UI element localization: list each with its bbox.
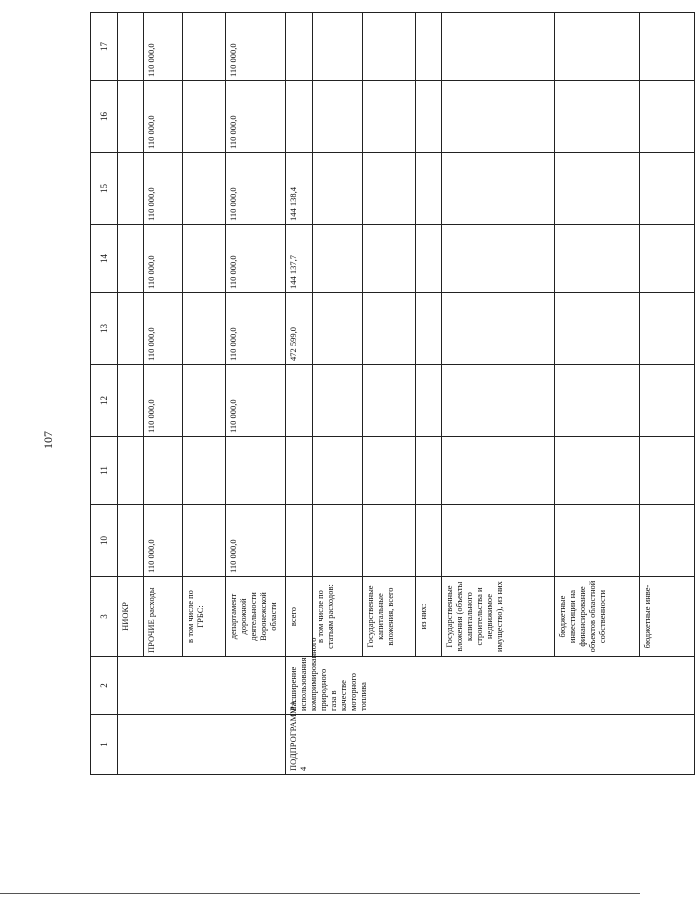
value-cell: [226, 437, 286, 505]
value-cell: 110 000,0: [144, 365, 183, 437]
table-row: [118, 13, 144, 775]
value-cell: [640, 437, 695, 505]
value-cell: [118, 365, 144, 437]
value-cell: [640, 505, 695, 577]
header-cell: 1: [91, 715, 118, 775]
value-cell: [363, 81, 416, 153]
header-cell: 14: [91, 225, 118, 293]
value-cell: [183, 13, 226, 81]
value-cell: 144 138,4: [286, 153, 313, 225]
value-cell: 110 000,0: [226, 365, 286, 437]
budget-table: [90, 12, 695, 775]
value-cell: [313, 437, 363, 505]
value-cell: [183, 365, 226, 437]
value-cell: [144, 437, 183, 505]
value-cell: [313, 293, 363, 365]
value-cell: [286, 81, 313, 153]
value-cell: 110 000,0: [144, 293, 183, 365]
value-cell: [442, 81, 555, 153]
value-cell: [118, 225, 144, 293]
subprogram-code: ПОДПРОГРАММА 4: [286, 715, 695, 775]
value-cell: [286, 13, 313, 81]
value-cell: 110 000,0: [226, 153, 286, 225]
value-cell: [363, 225, 416, 293]
row-label: в том числе по ГРБС:: [183, 577, 226, 657]
value-cell: [416, 13, 442, 81]
row-label: всего: [286, 577, 313, 657]
value-cell: [363, 293, 416, 365]
value-cell: [416, 81, 442, 153]
value-cell: [555, 365, 640, 437]
value-cell: [313, 225, 363, 293]
row-label: бюджетные инвестиции на финансирование объектов областной собственности: [555, 577, 640, 657]
value-cell: [183, 293, 226, 365]
value-cell: 110 000,0: [144, 81, 183, 153]
value-cell: [286, 437, 313, 505]
value-cell: [442, 153, 555, 225]
row-label: департамент дорожной деятельности Воронежской области: [226, 577, 286, 657]
value-cell: [313, 13, 363, 81]
value-cell: [313, 81, 363, 153]
page-number: 107: [41, 431, 55, 449]
value-cell: [442, 13, 555, 81]
table-row: [286, 13, 313, 775]
value-cell: [118, 153, 144, 225]
value-cell: 110 000,0: [226, 81, 286, 153]
value-cell: [416, 437, 442, 505]
value-cell: 144 137,7: [286, 225, 313, 293]
value-cell: [183, 81, 226, 153]
value-cell: [118, 13, 144, 81]
value-cell: [442, 437, 555, 505]
header-cell: 12: [91, 365, 118, 437]
value-cell: [313, 153, 363, 225]
value-cell: [183, 153, 226, 225]
value-cell: [416, 293, 442, 365]
header-cell: 3: [91, 577, 118, 657]
value-cell: [442, 225, 555, 293]
row-label: ПРОЧИЕ расходы: [144, 577, 183, 657]
header-cell: 2: [91, 657, 118, 715]
value-cell: 110 000,0: [144, 13, 183, 81]
value-cell: [555, 505, 640, 577]
value-cell: [363, 437, 416, 505]
header-cell: 17: [91, 13, 118, 81]
value-cell: [286, 505, 313, 577]
value-cell: [118, 81, 144, 153]
header-cell: 16: [91, 81, 118, 153]
value-cell: [640, 81, 695, 153]
value-cell: [416, 153, 442, 225]
value-cell: 110 000,0: [144, 505, 183, 577]
value-cell: [118, 505, 144, 577]
scan-edge-line: [0, 893, 640, 894]
value-cell: 110 000,0: [226, 225, 286, 293]
row-label: бюджетные инве-: [640, 577, 695, 657]
value-cell: 472 599,0: [286, 293, 313, 365]
value-cell: [363, 365, 416, 437]
value-cell: [442, 505, 555, 577]
value-cell: 110 000,0: [226, 293, 286, 365]
header-cell: 11: [91, 437, 118, 505]
value-cell: [183, 225, 226, 293]
budget-table-sheet: [90, 13, 652, 775]
value-cell: [640, 365, 695, 437]
value-cell: [640, 225, 695, 293]
value-cell: 110 000,0: [144, 225, 183, 293]
value-cell: [363, 505, 416, 577]
row-label: Государственные капитальные вложения, всего: [363, 577, 416, 657]
value-cell: [442, 365, 555, 437]
header-row: [91, 13, 118, 775]
value-cell: [183, 437, 226, 505]
row-label: НИОКР: [118, 577, 144, 657]
value-cell: [416, 225, 442, 293]
value-cell: 110 000,0: [144, 153, 183, 225]
value-cell: [555, 153, 640, 225]
value-cell: [363, 153, 416, 225]
header-cell: 15: [91, 153, 118, 225]
value-cell: 110 000,0: [226, 13, 286, 81]
row-label: в том числе по статьям расходов:: [313, 577, 363, 657]
header-cell: 10: [91, 505, 118, 577]
value-cell: [313, 365, 363, 437]
header-cell: 13: [91, 293, 118, 365]
value-cell: [640, 153, 695, 225]
subprogram-name: Расширение использования компримированного природного газа в качестве моторного топлива: [286, 657, 695, 715]
value-cell: [442, 293, 555, 365]
value-cell: [286, 365, 313, 437]
value-cell: [555, 437, 640, 505]
value-cell: [640, 293, 695, 365]
value-cell: [118, 293, 144, 365]
value-cell: [555, 225, 640, 293]
value-cell: [555, 81, 640, 153]
empty-cell: [118, 657, 286, 715]
value-cell: [363, 13, 416, 81]
value-cell: [313, 505, 363, 577]
row-label: Государственные вложения (объекты капитального строительства и недвижимое имущество), из них: [442, 577, 555, 657]
value-cell: [118, 437, 144, 505]
value-cell: [555, 293, 640, 365]
row-label: из них:: [416, 577, 442, 657]
value-cell: 110 000,0: [226, 505, 286, 577]
value-cell: [416, 505, 442, 577]
value-cell: [183, 505, 226, 577]
value-cell: [416, 365, 442, 437]
empty-cell: [118, 715, 286, 775]
value-cell: [640, 13, 695, 81]
value-cell: [555, 13, 640, 81]
